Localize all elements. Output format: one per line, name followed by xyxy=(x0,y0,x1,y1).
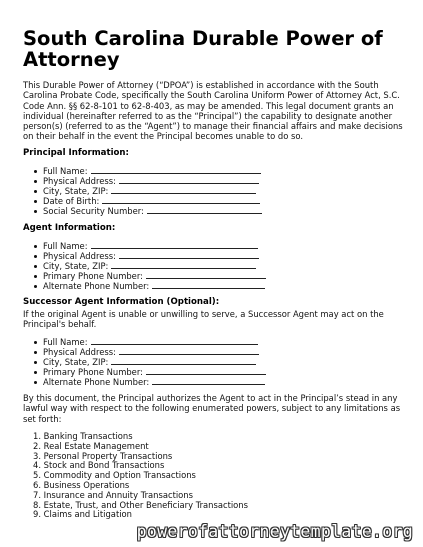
phone-blank[interactable] xyxy=(146,271,266,279)
field-label: Date of Birth: xyxy=(43,196,100,207)
successor-city-field xyxy=(23,357,266,367)
phone-blank[interactable] xyxy=(146,367,266,375)
principal-full-name-field xyxy=(23,166,262,176)
power-item: 4. Stock and Bond Transactions xyxy=(33,460,165,471)
address-blank[interactable] xyxy=(119,176,259,184)
field-label: Social Security Number: xyxy=(43,206,144,217)
dob-blank[interactable] xyxy=(102,196,260,204)
field-label: Full Name: xyxy=(43,337,88,347)
principal-ssn-field xyxy=(23,206,262,216)
address-blank[interactable] xyxy=(119,347,259,355)
principal-heading: Principal Information: xyxy=(23,148,129,158)
principal-dob-field xyxy=(23,196,262,206)
document-title: South Carolina Durable Power of Attorney xyxy=(23,27,383,71)
powers-list xyxy=(23,432,248,520)
successor-note: If the original Agent is unable or unwilling to serve, a Successor Agent may act on the Principal's behalf. xyxy=(23,309,384,330)
city-blank[interactable] xyxy=(111,186,256,194)
field-label: City, State, ZIP: xyxy=(43,357,109,368)
successor-full-name-field xyxy=(23,337,266,347)
agent-heading: Agent Information: xyxy=(23,223,116,233)
city-blank[interactable] xyxy=(111,261,256,269)
agent-full-name-field xyxy=(23,241,266,251)
full-name-blank[interactable] xyxy=(91,241,258,249)
power-item: 7. Insurance and Annuity Transactions xyxy=(33,489,193,500)
agent-address-field xyxy=(23,251,266,261)
powers-intro: By this document, the Principal authorizes the Agent to act in the Principal’s stead in any lawful way with respect to the following enumerated powers, subject to any limitations as set forth: xyxy=(23,393,401,424)
phone-blank[interactable] xyxy=(152,377,265,385)
field-label: Full Name: xyxy=(43,241,88,251)
field-label: City, State, ZIP: xyxy=(43,261,109,272)
successor-fields xyxy=(23,337,266,387)
principal-city-field xyxy=(23,186,262,196)
agent-city-field xyxy=(23,261,266,271)
field-label: Primary Phone Number: xyxy=(43,271,143,282)
power-item: 2. Real Estate Management xyxy=(33,440,149,451)
power-item: 3. Personal Property Transactions xyxy=(33,450,173,461)
field-label: Physical Address: xyxy=(43,347,116,358)
agent-alternate-phone-field xyxy=(23,281,266,291)
power-item: 5. Commodity and Option Transactions xyxy=(33,470,196,481)
field-label: City, State, ZIP: xyxy=(43,186,109,197)
address-blank[interactable] xyxy=(119,251,259,259)
successor-heading: Successor Agent Information (Optional): xyxy=(23,297,220,307)
principal-fields xyxy=(23,166,262,216)
full-name-blank[interactable] xyxy=(91,337,258,345)
phone-blank[interactable] xyxy=(152,281,265,289)
power-item: 9. Claims and Litigation xyxy=(33,509,132,520)
field-label: Physical Address: xyxy=(43,251,116,262)
power-item: 1. Banking Transactions xyxy=(33,431,133,441)
agent-primary-phone-field xyxy=(23,271,266,281)
successor-primary-phone-field xyxy=(23,367,266,377)
agent-fields xyxy=(23,241,266,291)
intro-paragraph: This Durable Power of Attorney (“DPOA”) is established in accordance with the South Carolina Probate Code, specifically the South Carolina Uniform Power of Attorney Act, S.C. Code Ann. §§ 62-8-101 to 62-8-403, as may be amended. This legal document grants an individual (hereinafter referred to as the “Principal”) the capability to designate another person(s) (referred to as the “Agent”) to manage their financial affairs and make decisions on their behalf in the event the Principal becomes unable to do so. xyxy=(23,80,403,142)
ssn-blank[interactable] xyxy=(147,206,262,214)
field-label: Alternate Phone Number: xyxy=(43,377,150,388)
full-name-blank[interactable] xyxy=(91,166,261,174)
field-label: Alternate Phone Number: xyxy=(43,281,150,292)
field-label: Physical Address: xyxy=(43,176,116,187)
field-label: Full Name: xyxy=(43,166,88,176)
power-item: 8. Estate, Trust, and Other Beneficiary Transactions xyxy=(33,499,248,510)
power-item: 6. Business Operations xyxy=(33,479,130,490)
successor-address-field xyxy=(23,347,266,357)
principal-address-field xyxy=(23,176,262,186)
site-watermark: powerofattorneytemplate.org xyxy=(136,522,413,541)
city-blank[interactable] xyxy=(111,357,256,365)
field-label: Primary Phone Number: xyxy=(43,367,143,378)
successor-alternate-phone-field xyxy=(23,377,266,387)
